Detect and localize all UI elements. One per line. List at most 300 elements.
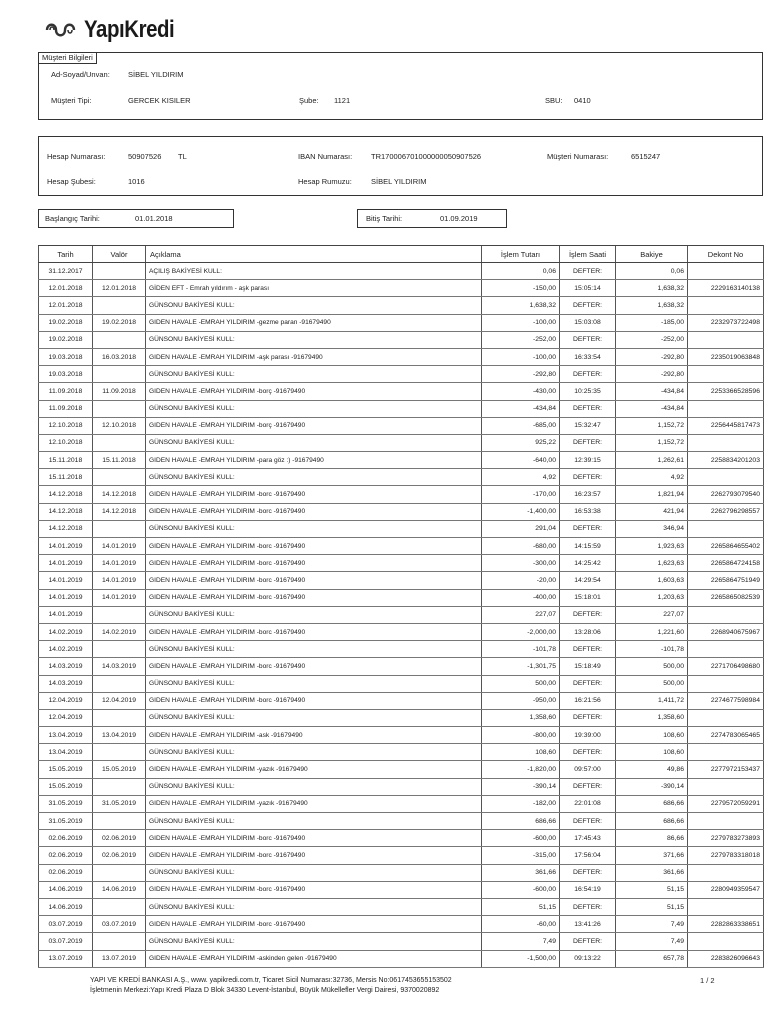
cell-date: 14.01.2019 [39,589,93,606]
cell-amount: -950,00 [482,692,560,709]
cell-description: GÜNSONU BAKİYESİ KULL: [146,366,482,383]
cell-receipt [688,400,764,417]
cell-receipt [688,434,764,451]
cell-description: GIDEN HAVALE -EMRAH YILDIRIM -borç -91679490 [146,417,482,434]
cell-valor [93,263,146,280]
cell-amount: 227,07 [482,606,560,623]
cell-description: GÜNSONU BAKİYESİ KULL: [146,898,482,915]
table-row [39,761,764,778]
cell-time: 13:28:06 [560,623,616,640]
transactions-body [39,263,764,968]
table-row [39,675,764,692]
cell-date: 14.01.2019 [39,606,93,623]
cell-valor: 12.10.2018 [93,417,146,434]
table-row [39,606,764,623]
cell-receipt: 2280949359547 [688,881,764,898]
cell-date: 13.04.2019 [39,727,93,744]
table-row [39,692,764,709]
header-date: Tarih [39,246,93,263]
cell-receipt [688,263,764,280]
cell-description: GIDEN HAVALE -EMRAH YILDIRIM -para göz :) -91679490 [146,452,482,469]
cell-time: 15:03:08 [560,314,616,331]
cell-date: 13.04.2019 [39,744,93,761]
cell-balance: -434,84 [616,400,688,417]
cell-balance: 108,60 [616,744,688,761]
cell-time: 16:53:38 [560,503,616,520]
cell-time: 16:23:57 [560,486,616,503]
table-row [39,486,764,503]
cell-date: 14.03.2019 [39,658,93,675]
cell-time: DEFTER: [560,898,616,915]
table-row [39,830,764,847]
cell-receipt: 2279572059291 [688,795,764,812]
customer-info-title: Müşteri Bilgileri [38,52,97,64]
cell-time: DEFTER: [560,469,616,486]
cell-receipt: 2283826096643 [688,950,764,967]
cell-date: 19.02.2018 [39,314,93,331]
cell-amount: -300,00 [482,555,560,572]
cell-receipt: 2262796298557 [688,503,764,520]
cell-balance: 1,358,60 [616,709,688,726]
cell-receipt [688,366,764,383]
table-row [39,263,764,280]
table-row [39,331,764,348]
table-row [39,813,764,830]
header-valor: Valör [93,246,146,263]
account-branch-label: Hesap Şubesi: [47,177,96,186]
cell-description: GIDEN HAVALE -EMRAH YILDIRIM -borc -91679490 [146,692,482,709]
cell-time: 14:25:42 [560,555,616,572]
cell-description: GIDEN HAVALE -EMRAH YILDIRIM -borc -91679490 [146,916,482,933]
cell-receipt: 2277972153437 [688,761,764,778]
cell-time: DEFTER: [560,813,616,830]
cell-balance: 1,821,94 [616,486,688,503]
cell-description: GIDEN HAVALE -EMRAH YILDIRIM -borc -91679490 [146,881,482,898]
cell-description: GIDEN HAVALE -EMRAH YILDIRIM -borc -91679490 [146,538,482,555]
table-row [39,280,764,297]
cell-date: 14.01.2019 [39,538,93,555]
brand-name: YapıKredi [84,16,175,43]
cell-valor: 14.01.2019 [93,589,146,606]
cell-description: GÜNSONU BAKİYESİ KULL: [146,778,482,795]
cell-amount: 0,06 [482,263,560,280]
cell-balance: -292,80 [616,348,688,365]
branch-value: 1121 [334,96,351,105]
cell-date: 11.09.2018 [39,383,93,400]
cell-valor: 12.01.2018 [93,280,146,297]
cell-time: DEFTER: [560,297,616,314]
cell-receipt [688,675,764,692]
cell-description: GIDEN HAVALE -EMRAH YILDIRIM -askinden gelen -91679490 [146,950,482,967]
cell-valor [93,933,146,950]
cell-balance: 346,94 [616,520,688,537]
cell-balance: 51,15 [616,898,688,915]
cell-time: 16:54:19 [560,881,616,898]
account-number-label: Hesap Numarası: [47,152,106,161]
cell-time: 12:39:15 [560,452,616,469]
cell-date: 14.12.2018 [39,486,93,503]
cell-time: 15:18:01 [560,589,616,606]
cell-date: 13.07.2019 [39,950,93,967]
cell-amount: -600,00 [482,881,560,898]
cell-date: 14.03.2019 [39,675,93,692]
cell-time: 15:32:47 [560,417,616,434]
table-row [39,658,764,675]
footer [90,976,452,996]
cell-valor [93,898,146,915]
cell-valor: 12.04.2019 [93,692,146,709]
cell-time: DEFTER: [560,331,616,348]
cell-amount: -100,00 [482,348,560,365]
table-row [39,434,764,451]
cell-valor: 14.02.2019 [93,623,146,640]
cell-amount: 686,66 [482,813,560,830]
cell-amount: 108,60 [482,744,560,761]
customer-type-value: GERCEK KISILER [128,96,191,105]
cell-date: 31.05.2019 [39,795,93,812]
cell-valor [93,641,146,658]
cell-balance: 7,49 [616,916,688,933]
cell-description: GIDEN HAVALE -EMRAH YILDIRIM -borc -91679490 [146,658,482,675]
table-row [39,555,764,572]
cell-balance: 371,66 [616,847,688,864]
cell-time: 15:18:49 [560,658,616,675]
cell-time: 13:41:26 [560,916,616,933]
cell-amount: -400,00 [482,589,560,606]
cell-balance: 1,623,63 [616,555,688,572]
cell-date: 31.05.2019 [39,813,93,830]
cell-description: GIDEN HAVALE -EMRAH YILDIRIM -borc -91679490 [146,503,482,520]
cell-amount: -680,00 [482,538,560,555]
cell-time: 16:33:54 [560,348,616,365]
cell-description: GIDEN HAVALE -EMRAH YILDIRIM -gezme paran -91679490 [146,314,482,331]
cell-valor [93,520,146,537]
cell-receipt: 2274677598984 [688,692,764,709]
cell-date: 12.01.2018 [39,297,93,314]
cell-receipt: 2265864655402 [688,538,764,555]
table-row [39,898,764,915]
table-row [39,314,764,331]
cell-balance: -185,00 [616,314,688,331]
cell-time: DEFTER: [560,864,616,881]
sbu-value: 0410 [574,96,591,105]
cell-valor: 14.01.2019 [93,538,146,555]
cell-valor [93,864,146,881]
start-date-value: 01.01.2018 [135,214,173,223]
cell-valor [93,297,146,314]
cell-valor: 13.07.2019 [93,950,146,967]
table-row [39,366,764,383]
cell-time: DEFTER: [560,434,616,451]
name-label: Ad-Soyad/Unvan: [51,70,110,79]
currency-value: TL [178,152,187,161]
cell-amount: -292,80 [482,366,560,383]
header-time: İşlem Saati [560,246,616,263]
cell-balance: 51,15 [616,881,688,898]
cell-description: GIDEN HAVALE -EMRAH YILDIRIM -borc -91679490 [146,486,482,503]
cell-date: 02.06.2019 [39,864,93,881]
cell-receipt: 2271706498680 [688,658,764,675]
cell-amount: -315,00 [482,847,560,864]
cell-amount: -685,00 [482,417,560,434]
cell-amount: 291,04 [482,520,560,537]
cell-receipt: 2279783318018 [688,847,764,864]
cell-description: GÜNSONU BAKİYESİ KULL: [146,641,482,658]
cell-date: 12.04.2019 [39,709,93,726]
cell-time: 15:05:14 [560,280,616,297]
account-info-box [38,136,763,196]
cell-time: DEFTER: [560,778,616,795]
cell-description: GÜNSONU BAKİYESİ KULL: [146,606,482,623]
cell-amount: -2,000,00 [482,623,560,640]
cell-receipt [688,898,764,915]
cell-amount: -170,00 [482,486,560,503]
table-row [39,916,764,933]
iban-label: IBAN Numarası: [298,152,353,161]
cell-balance: 49,86 [616,761,688,778]
cell-date: 14.12.2018 [39,503,93,520]
cell-date: 15.05.2019 [39,778,93,795]
end-date-box [357,209,507,228]
cell-description: GÜNSONU BAKİYESİ KULL: [146,434,482,451]
cell-description: GIDEN HAVALE -EMRAH YILDIRIM -borc -91679490 [146,572,482,589]
cell-description: GÜNSONU BAKİYESİ KULL: [146,744,482,761]
cell-date: 11.09.2018 [39,400,93,417]
cell-receipt [688,331,764,348]
cell-balance: -252,00 [616,331,688,348]
cell-receipt: 2265864751949 [688,572,764,589]
cell-valor [93,366,146,383]
cell-description: GÜNSONU BAKİYESİ KULL: [146,331,482,348]
cell-time: 16:21:56 [560,692,616,709]
header-description: Açıklama [146,246,482,263]
cell-amount: -182,00 [482,795,560,812]
cell-time: DEFTER: [560,400,616,417]
cell-time: DEFTER: [560,744,616,761]
cell-receipt [688,469,764,486]
table-row [39,348,764,365]
cell-date: 14.02.2019 [39,623,93,640]
cell-balance: 108,60 [616,727,688,744]
cell-amount: -60,00 [482,916,560,933]
cell-balance: 1,603,63 [616,572,688,589]
cell-date: 19.03.2018 [39,366,93,383]
cell-date: 14.01.2019 [39,572,93,589]
cell-valor [93,675,146,692]
cell-receipt [688,813,764,830]
cell-valor: 14.12.2018 [93,486,146,503]
cell-date: 14.12.2018 [39,520,93,537]
cell-description: GIDEN HAVALE -EMRAH YILDIRIM -borc -91679490 [146,555,482,572]
name-value: SİBEL YILDIRIM [128,70,184,79]
transactions-table [38,245,764,968]
cell-date: 15.11.2018 [39,469,93,486]
cell-receipt: 2253366528596 [688,383,764,400]
cell-valor: 03.07.2019 [93,916,146,933]
cell-time: DEFTER: [560,263,616,280]
cell-description: GİDEN EFT - Emrah yıldırım - aşk parası [146,280,482,297]
cell-balance: 0,06 [616,263,688,280]
cell-amount: -640,00 [482,452,560,469]
cell-time: 10:25:35 [560,383,616,400]
cell-balance: 1,221,60 [616,623,688,640]
cell-description: GÜNSONU BAKİYESİ KULL: [146,469,482,486]
cell-time: 19:39:00 [560,727,616,744]
table-row [39,641,764,658]
cell-receipt [688,744,764,761]
cell-time: 22:01:08 [560,795,616,812]
cell-time: 09:13:22 [560,950,616,967]
start-date-box [38,209,234,228]
cell-description: GIDEN HAVALE -EMRAH YILDIRIM -borc -91679490 [146,623,482,640]
cell-description: GÜNSONU BAKİYESİ KULL: [146,400,482,417]
table-row [39,400,764,417]
cell-description: GÜNSONU BAKİYESİ KULL: [146,520,482,537]
cell-date: 31.12.2017 [39,263,93,280]
cell-amount: -1,500,00 [482,950,560,967]
table-row [39,744,764,761]
cell-receipt: 2268940675967 [688,623,764,640]
cell-receipt: 2282863338651 [688,916,764,933]
cell-receipt: 2279783273893 [688,830,764,847]
table-row [39,589,764,606]
cell-time: DEFTER: [560,641,616,658]
table-row [39,297,764,314]
cell-receipt: 2256445817473 [688,417,764,434]
cell-valor: 14.12.2018 [93,503,146,520]
cell-valor: 14.01.2019 [93,555,146,572]
table-row [39,623,764,640]
cell-valor: 14.06.2019 [93,881,146,898]
cell-description: GIDEN HAVALE -EMRAH YILDIRIM -borç -91679490 [146,383,482,400]
account-alias-label: Hesap Rumuzu: [298,177,352,186]
table-header-row [39,246,764,263]
cell-time: 09:57:00 [560,761,616,778]
cell-balance: 500,00 [616,658,688,675]
start-date-label: Başlangıç Tarihi: [45,214,100,223]
cell-balance: 1,638,32 [616,297,688,314]
cell-amount: -20,00 [482,572,560,589]
customer-number-label: Müşteri Numarası: [547,152,609,161]
cell-description: GÜNSONU BAKİYESİ KULL: [146,933,482,950]
cell-description: GÜNSONU BAKİYESİ KULL: [146,675,482,692]
cell-valor: 16.03.2018 [93,348,146,365]
cell-receipt [688,606,764,623]
customer-type-label: Müşteri Tipi: [51,96,92,105]
cell-receipt: 2265865082539 [688,589,764,606]
cell-valor [93,744,146,761]
cell-valor: 02.06.2019 [93,847,146,864]
cell-valor: 14.03.2019 [93,658,146,675]
cell-receipt: 2235019063848 [688,348,764,365]
cell-receipt: 2262793079540 [688,486,764,503]
cell-amount: -1,820,00 [482,761,560,778]
table-row [39,864,764,881]
cell-valor [93,331,146,348]
cell-amount: 1,638,32 [482,297,560,314]
cell-time: DEFTER: [560,933,616,950]
cell-valor [93,469,146,486]
cell-valor: 15.11.2018 [93,452,146,469]
cell-valor: 31.05.2019 [93,795,146,812]
cell-description: GIDEN HAVALE -EMRAH YILDIRIM -ask -91679490 [146,727,482,744]
cell-amount: -434,84 [482,400,560,417]
cell-balance: 686,66 [616,813,688,830]
cell-receipt [688,933,764,950]
cell-date: 15.05.2019 [39,761,93,778]
cell-valor [93,606,146,623]
cell-amount: -100,00 [482,314,560,331]
table-row [39,881,764,898]
iban-value: TR170006701000000050907526 [371,152,482,161]
cell-valor: 13.04.2019 [93,727,146,744]
cell-description: GÜNSONU BAKİYESİ KULL: [146,864,482,881]
cell-time: 17:56:04 [560,847,616,864]
cell-description: GÜNSONU BAKİYESİ KULL: [146,813,482,830]
cell-amount: 7,49 [482,933,560,950]
cell-date: 19.03.2018 [39,348,93,365]
cell-valor: 14.01.2019 [93,572,146,589]
cell-date: 14.01.2019 [39,555,93,572]
end-date-label: Bitiş Tarihi: [366,214,403,223]
cell-valor [93,813,146,830]
cell-description: GIDEN HAVALE -EMRAH YILDIRIM -borc -91679490 [146,847,482,864]
table-row [39,538,764,555]
cell-amount: -252,00 [482,331,560,348]
account-branch-value: 1016 [128,177,145,186]
cell-receipt [688,520,764,537]
table-row [39,572,764,589]
cell-amount: -1,301,75 [482,658,560,675]
cell-valor: 19.02.2018 [93,314,146,331]
bank-logo [44,16,190,44]
cell-amount: 361,66 [482,864,560,881]
cell-amount: 500,00 [482,675,560,692]
cell-valor [93,709,146,726]
cell-balance: 1,262,61 [616,452,688,469]
cell-receipt: 2229163140138 [688,280,764,297]
table-row [39,950,764,967]
table-row [39,933,764,950]
cell-amount: -1,400,00 [482,503,560,520]
cell-time: DEFTER: [560,675,616,692]
cell-description: GÜNSONU BAKİYESİ KULL: [146,297,482,314]
header-amount: İşlem Tutarı [482,246,560,263]
cell-amount: 51,15 [482,898,560,915]
cell-balance: 7,49 [616,933,688,950]
footer-line-2: İşletmenin Merkezi:Yapı Kredi Plaza D Blok 34330 Levent-İstanbul, Büyük Mükellefler Vergi Dairesi, 9370020892 [90,987,440,994]
cell-balance: -292,80 [616,366,688,383]
cell-balance: 500,00 [616,675,688,692]
cell-balance: 1,923,63 [616,538,688,555]
cell-date: 12.10.2018 [39,417,93,434]
cell-date: 12.10.2018 [39,434,93,451]
cell-time: 14:15:59 [560,538,616,555]
header-balance: Bakiye [616,246,688,263]
cell-time: DEFTER: [560,520,616,537]
cell-date: 03.07.2019 [39,916,93,933]
cell-description: GIDEN HAVALE -EMRAH YILDIRIM -borc -91679490 [146,830,482,847]
cell-valor [93,400,146,417]
cell-valor: 11.09.2018 [93,383,146,400]
cell-balance: 4,92 [616,469,688,486]
cell-balance: 86,66 [616,830,688,847]
cell-amount: -101,78 [482,641,560,658]
customer-number-value: 6515247 [631,152,661,161]
table-row [39,795,764,812]
cell-receipt [688,709,764,726]
table-row [39,469,764,486]
